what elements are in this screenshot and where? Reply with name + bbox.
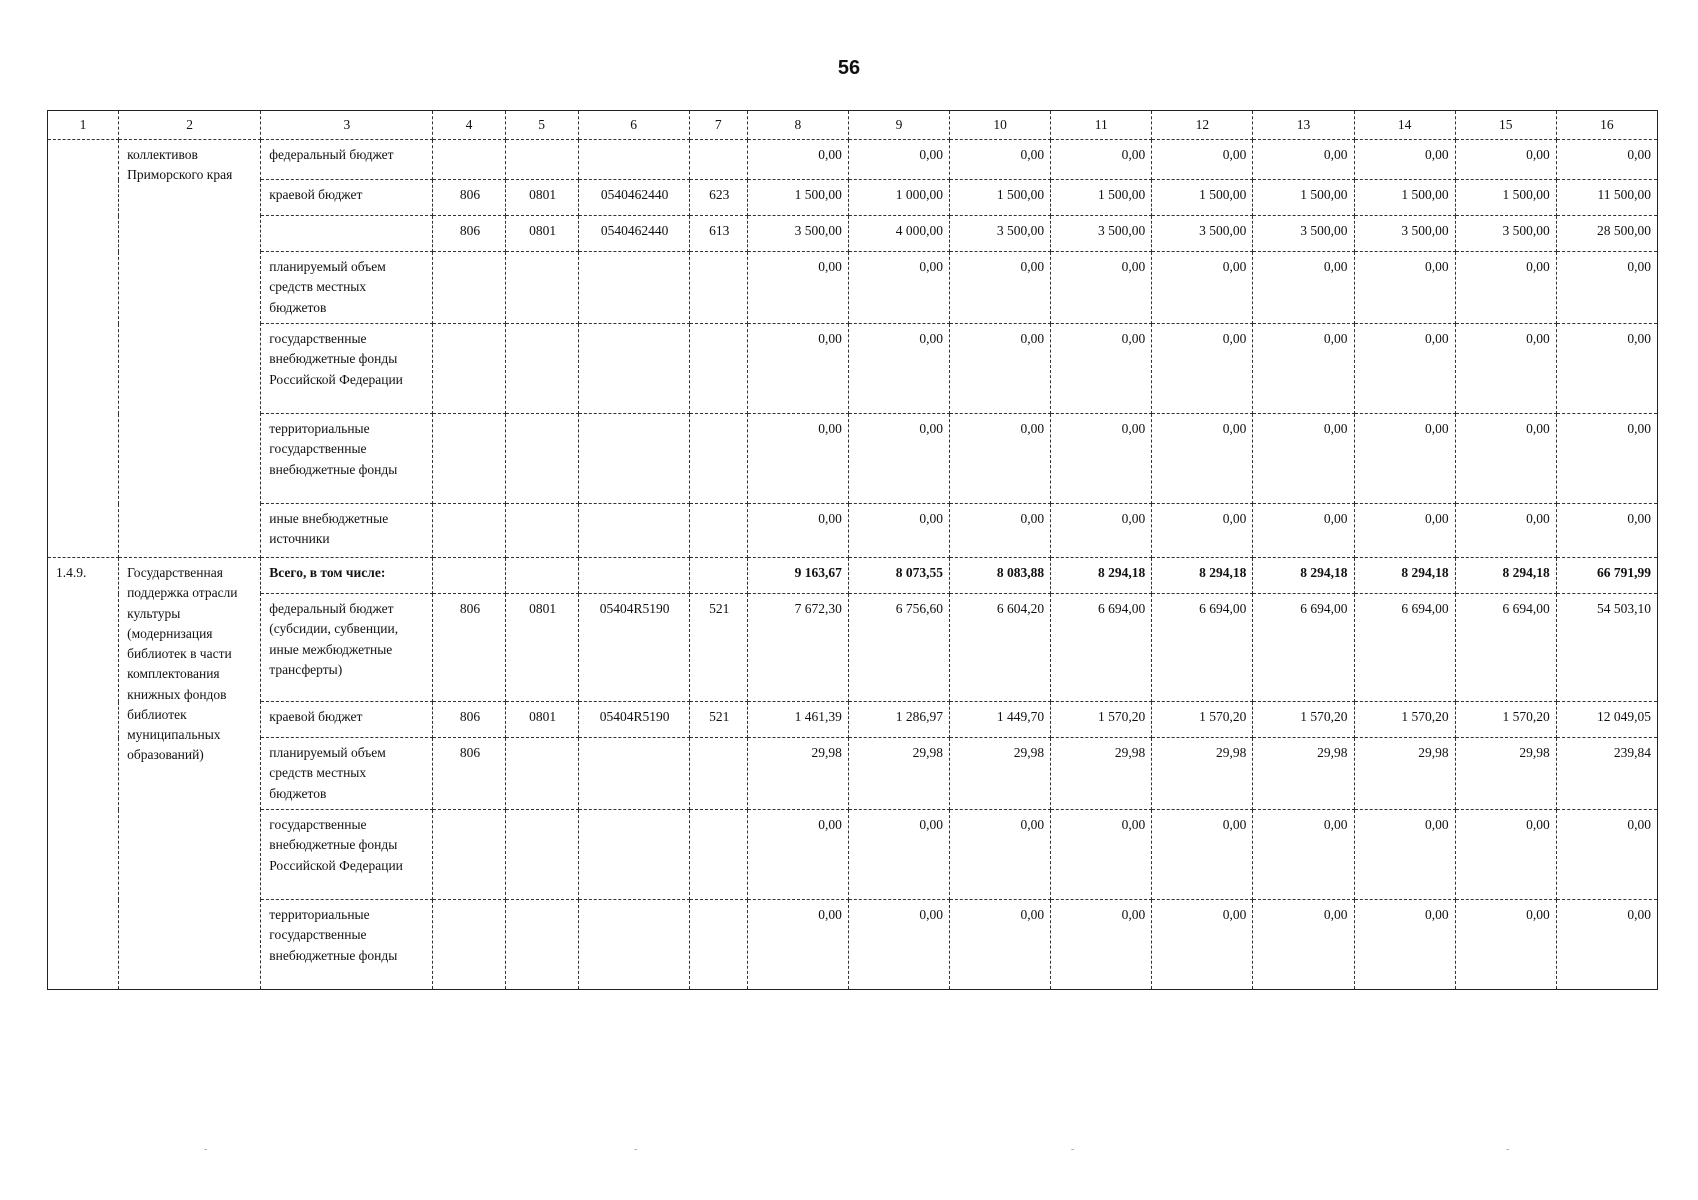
year-value: 8 294,18	[1253, 558, 1354, 594]
column-header: 14	[1354, 111, 1455, 140]
expense-type-code	[689, 900, 747, 990]
year-value: 0,00	[1051, 252, 1152, 324]
funding-source: государственные внебюджетные фонды Российской Федерации	[261, 810, 433, 900]
total-value: 0,00	[1556, 504, 1657, 558]
year-value: 0,00	[848, 900, 949, 990]
year-value: 8 294,18	[1354, 558, 1455, 594]
year-value: 0,00	[1253, 900, 1354, 990]
year-value: 0,00	[1152, 324, 1253, 414]
grbs-code	[433, 324, 505, 414]
year-value: 0,00	[848, 810, 949, 900]
year-value: 0,00	[1152, 504, 1253, 558]
year-value: 0,00	[1354, 252, 1455, 324]
year-value: 0,00	[950, 252, 1051, 324]
column-header: 6	[578, 111, 689, 140]
column-header: 16	[1556, 111, 1657, 140]
target-article-code	[578, 324, 689, 414]
year-value: 3 500,00	[1354, 216, 1455, 252]
funding-source: краевой бюджет	[261, 702, 433, 738]
funding-source: краевой бюджет	[261, 180, 433, 216]
year-value: 0,00	[1152, 810, 1253, 900]
year-value: 8 294,18	[1051, 558, 1152, 594]
year-value: 3 500,00	[1051, 216, 1152, 252]
total-value: 54 503,10	[1556, 594, 1657, 702]
year-value: 0,00	[1455, 140, 1556, 180]
year-value: 0,00	[1051, 324, 1152, 414]
grbs-code	[433, 414, 505, 504]
year-value: 0,00	[950, 414, 1051, 504]
section-code	[505, 252, 578, 324]
grbs-code: 806	[433, 738, 505, 810]
grbs-code: 806	[433, 594, 505, 702]
year-value: 0,00	[747, 252, 848, 324]
scan-mark: -	[634, 1144, 638, 1155]
year-value: 3 500,00	[1253, 216, 1354, 252]
expense-type-code	[689, 324, 747, 414]
table-row	[48, 504, 1658, 558]
table-row	[48, 594, 1658, 702]
year-value: 0,00	[1253, 414, 1354, 504]
column-header: 15	[1455, 111, 1556, 140]
column-header: 3	[261, 111, 433, 140]
year-value: 0,00	[1354, 810, 1455, 900]
grbs-code	[433, 810, 505, 900]
year-value: 29,98	[1455, 738, 1556, 810]
target-article-code	[578, 558, 689, 594]
year-value: 0,00	[1455, 900, 1556, 990]
year-value: 0,00	[1253, 810, 1354, 900]
year-value: 0,00	[1354, 324, 1455, 414]
year-value: 29,98	[1354, 738, 1455, 810]
year-value: 0,00	[848, 504, 949, 558]
year-value: 0,00	[848, 140, 949, 180]
column-header: 8	[747, 111, 848, 140]
year-value: 6 694,00	[1152, 594, 1253, 702]
year-value: 8 294,18	[1152, 558, 1253, 594]
funding-source: федеральный бюджет (субсидии, субвенции, иные межбюджетные трансферты)	[261, 594, 433, 702]
year-value: 0,00	[1354, 504, 1455, 558]
year-value: 1 500,00	[1253, 180, 1354, 216]
grbs-code: 806	[433, 216, 505, 252]
column-header: 5	[505, 111, 578, 140]
total-value: 11 500,00	[1556, 180, 1657, 216]
total-value: 0,00	[1556, 252, 1657, 324]
section-code	[505, 504, 578, 558]
column-header: 9	[848, 111, 949, 140]
year-value: 0,00	[1455, 252, 1556, 324]
year-value: 1 500,00	[747, 180, 848, 216]
year-value: 0,00	[1253, 504, 1354, 558]
year-value: 1 570,20	[1051, 702, 1152, 738]
section-code: 0801	[505, 594, 578, 702]
year-value: 1 461,39	[747, 702, 848, 738]
total-value: 0,00	[1556, 140, 1657, 180]
year-value: 1 570,20	[1354, 702, 1455, 738]
year-value: 0,00	[747, 324, 848, 414]
year-value: 3 500,00	[747, 216, 848, 252]
expense-type-code: 623	[689, 180, 747, 216]
table-row	[48, 810, 1658, 900]
year-value: 0,00	[1152, 140, 1253, 180]
grbs-code	[433, 140, 505, 180]
year-value: 3 500,00	[1455, 216, 1556, 252]
section-code	[505, 810, 578, 900]
funding-source	[261, 216, 433, 252]
year-value: 0,00	[1455, 414, 1556, 504]
section-code	[505, 900, 578, 990]
target-article-code	[578, 738, 689, 810]
total-value: 0,00	[1556, 414, 1657, 504]
year-value: 0,00	[950, 324, 1051, 414]
year-value: 8 083,88	[950, 558, 1051, 594]
section-code	[505, 738, 578, 810]
total-value: 12 049,05	[1556, 702, 1657, 738]
target-article-code	[578, 140, 689, 180]
year-value: 0,00	[1051, 810, 1152, 900]
expense-type-code: 521	[689, 702, 747, 738]
year-value: 1 500,00	[950, 180, 1051, 216]
year-value: 29,98	[1051, 738, 1152, 810]
table-row	[48, 216, 1658, 252]
grbs-code	[433, 252, 505, 324]
year-value: 0,00	[950, 140, 1051, 180]
year-value: 29,98	[848, 738, 949, 810]
target-article-code	[578, 810, 689, 900]
year-value: 0,00	[747, 810, 848, 900]
year-value: 9 163,67	[747, 558, 848, 594]
item-number: 1.4.9.	[48, 558, 119, 990]
table-row	[48, 252, 1658, 324]
year-value: 0,00	[950, 504, 1051, 558]
year-value: 1 500,00	[1354, 180, 1455, 216]
year-value: 29,98	[1152, 738, 1253, 810]
item-name: коллективов Приморского края	[119, 140, 261, 558]
page-number: 56	[837, 57, 861, 79]
header-row	[48, 111, 1658, 140]
section-code	[505, 324, 578, 414]
year-value: 1 570,20	[1253, 702, 1354, 738]
grbs-code	[433, 558, 505, 594]
column-header: 2	[119, 111, 261, 140]
year-value: 1 500,00	[1455, 180, 1556, 216]
item-number	[48, 140, 119, 558]
year-value: 0,00	[747, 140, 848, 180]
target-article-code: 05404R5190	[578, 702, 689, 738]
scan-mark: -	[1071, 1144, 1075, 1155]
expense-type-code	[689, 140, 747, 180]
year-value: 0,00	[1253, 324, 1354, 414]
section-code	[505, 558, 578, 594]
table-row	[48, 414, 1658, 504]
total-value: 0,00	[1556, 900, 1657, 990]
year-value: 0,00	[747, 414, 848, 504]
funding-source: Всего, в том числе:	[261, 558, 433, 594]
year-value: 6 694,00	[1051, 594, 1152, 702]
year-value: 6 604,20	[950, 594, 1051, 702]
year-value: 0,00	[1152, 414, 1253, 504]
funding-source: планируемый объем средств местных бюджетов	[261, 738, 433, 810]
year-value: 0,00	[1152, 252, 1253, 324]
column-header: 10	[950, 111, 1051, 140]
year-value: 6 756,60	[848, 594, 949, 702]
funding-source: иные внебюджетные источники	[261, 504, 433, 558]
column-header: 13	[1253, 111, 1354, 140]
year-value: 0,00	[848, 324, 949, 414]
funding-source: планируемый объем средств местных бюджетов	[261, 252, 433, 324]
target-article-code: 05404R5190	[578, 594, 689, 702]
year-value: 1 500,00	[1051, 180, 1152, 216]
total-value: 0,00	[1556, 810, 1657, 900]
grbs-code	[433, 900, 505, 990]
expense-type-code	[689, 558, 747, 594]
year-value: 0,00	[1455, 810, 1556, 900]
year-value: 1 449,70	[950, 702, 1051, 738]
year-value: 29,98	[747, 738, 848, 810]
section-code	[505, 140, 578, 180]
section-code	[505, 414, 578, 504]
year-value: 8 073,55	[848, 558, 949, 594]
year-value: 0,00	[848, 414, 949, 504]
year-value: 0,00	[1051, 140, 1152, 180]
total-value: 66 791,99	[1556, 558, 1657, 594]
year-value: 0,00	[1152, 900, 1253, 990]
column-header: 12	[1152, 111, 1253, 140]
year-value: 1 000,00	[848, 180, 949, 216]
year-value: 0,00	[950, 810, 1051, 900]
target-article-code	[578, 504, 689, 558]
year-value: 4 000,00	[848, 216, 949, 252]
year-value: 29,98	[950, 738, 1051, 810]
budget-table	[47, 110, 1658, 990]
table-row	[48, 324, 1658, 414]
column-header: 7	[689, 111, 747, 140]
table-row	[48, 140, 1658, 180]
table-row	[48, 180, 1658, 216]
section-code: 0801	[505, 702, 578, 738]
item-name: Государственная поддержка отрасли культуры (модернизация библиотек в части комплектования книжных фондов библиотек муниципальных образований)	[119, 558, 261, 990]
expense-type-code	[689, 810, 747, 900]
total-value: 0,00	[1556, 324, 1657, 414]
year-value: 29,98	[1253, 738, 1354, 810]
year-value: 1 500,00	[1152, 180, 1253, 216]
year-value: 6 694,00	[1455, 594, 1556, 702]
table-row	[48, 900, 1658, 990]
year-value: 7 672,30	[747, 594, 848, 702]
total-value: 28 500,00	[1556, 216, 1657, 252]
year-value: 0,00	[848, 252, 949, 324]
year-value: 0,00	[1354, 900, 1455, 990]
table-row	[48, 738, 1658, 810]
funding-source: территориальные государственные внебюджетные фонды	[261, 414, 433, 504]
scan-mark: -	[204, 1144, 208, 1155]
year-value: 1 570,20	[1455, 702, 1556, 738]
expense-type-code	[689, 504, 747, 558]
target-article-code: 0540462440	[578, 180, 689, 216]
year-value: 0,00	[1051, 900, 1152, 990]
target-article-code	[578, 252, 689, 324]
expense-type-code: 521	[689, 594, 747, 702]
year-value: 0,00	[1354, 140, 1455, 180]
total-value: 239,84	[1556, 738, 1657, 810]
year-value: 0,00	[1354, 414, 1455, 504]
expense-type-code	[689, 252, 747, 324]
year-value: 0,00	[1455, 324, 1556, 414]
year-value: 0,00	[1253, 252, 1354, 324]
year-value: 0,00	[747, 504, 848, 558]
table-row	[48, 558, 1658, 594]
year-value: 0,00	[1051, 504, 1152, 558]
section-code: 0801	[505, 180, 578, 216]
year-value: 8 294,18	[1455, 558, 1556, 594]
expense-type-code	[689, 738, 747, 810]
target-article-code: 0540462440	[578, 216, 689, 252]
funding-source: территориальные государственные внебюджетные фонды	[261, 900, 433, 990]
funding-source: государственные внебюджетные фонды Российской Федерации	[261, 324, 433, 414]
year-value: 1 570,20	[1152, 702, 1253, 738]
column-header: 1	[48, 111, 119, 140]
year-value: 6 694,00	[1253, 594, 1354, 702]
table-row	[48, 702, 1658, 738]
grbs-code: 806	[433, 180, 505, 216]
target-article-code	[578, 414, 689, 504]
year-value: 0,00	[747, 900, 848, 990]
grbs-code: 806	[433, 702, 505, 738]
year-value: 0,00	[950, 900, 1051, 990]
target-article-code	[578, 900, 689, 990]
column-header: 4	[433, 111, 505, 140]
expense-type-code: 613	[689, 216, 747, 252]
year-value: 0,00	[1253, 140, 1354, 180]
year-value: 0,00	[1455, 504, 1556, 558]
section-code: 0801	[505, 216, 578, 252]
year-value: 6 694,00	[1354, 594, 1455, 702]
funding-source: федеральный бюджет	[261, 140, 433, 180]
scan-mark: -	[1506, 1144, 1510, 1155]
year-value: 1 286,97	[848, 702, 949, 738]
year-value: 3 500,00	[950, 216, 1051, 252]
year-value: 3 500,00	[1152, 216, 1253, 252]
year-value: 0,00	[1051, 414, 1152, 504]
column-header: 11	[1051, 111, 1152, 140]
expense-type-code	[689, 414, 747, 504]
grbs-code	[433, 504, 505, 558]
